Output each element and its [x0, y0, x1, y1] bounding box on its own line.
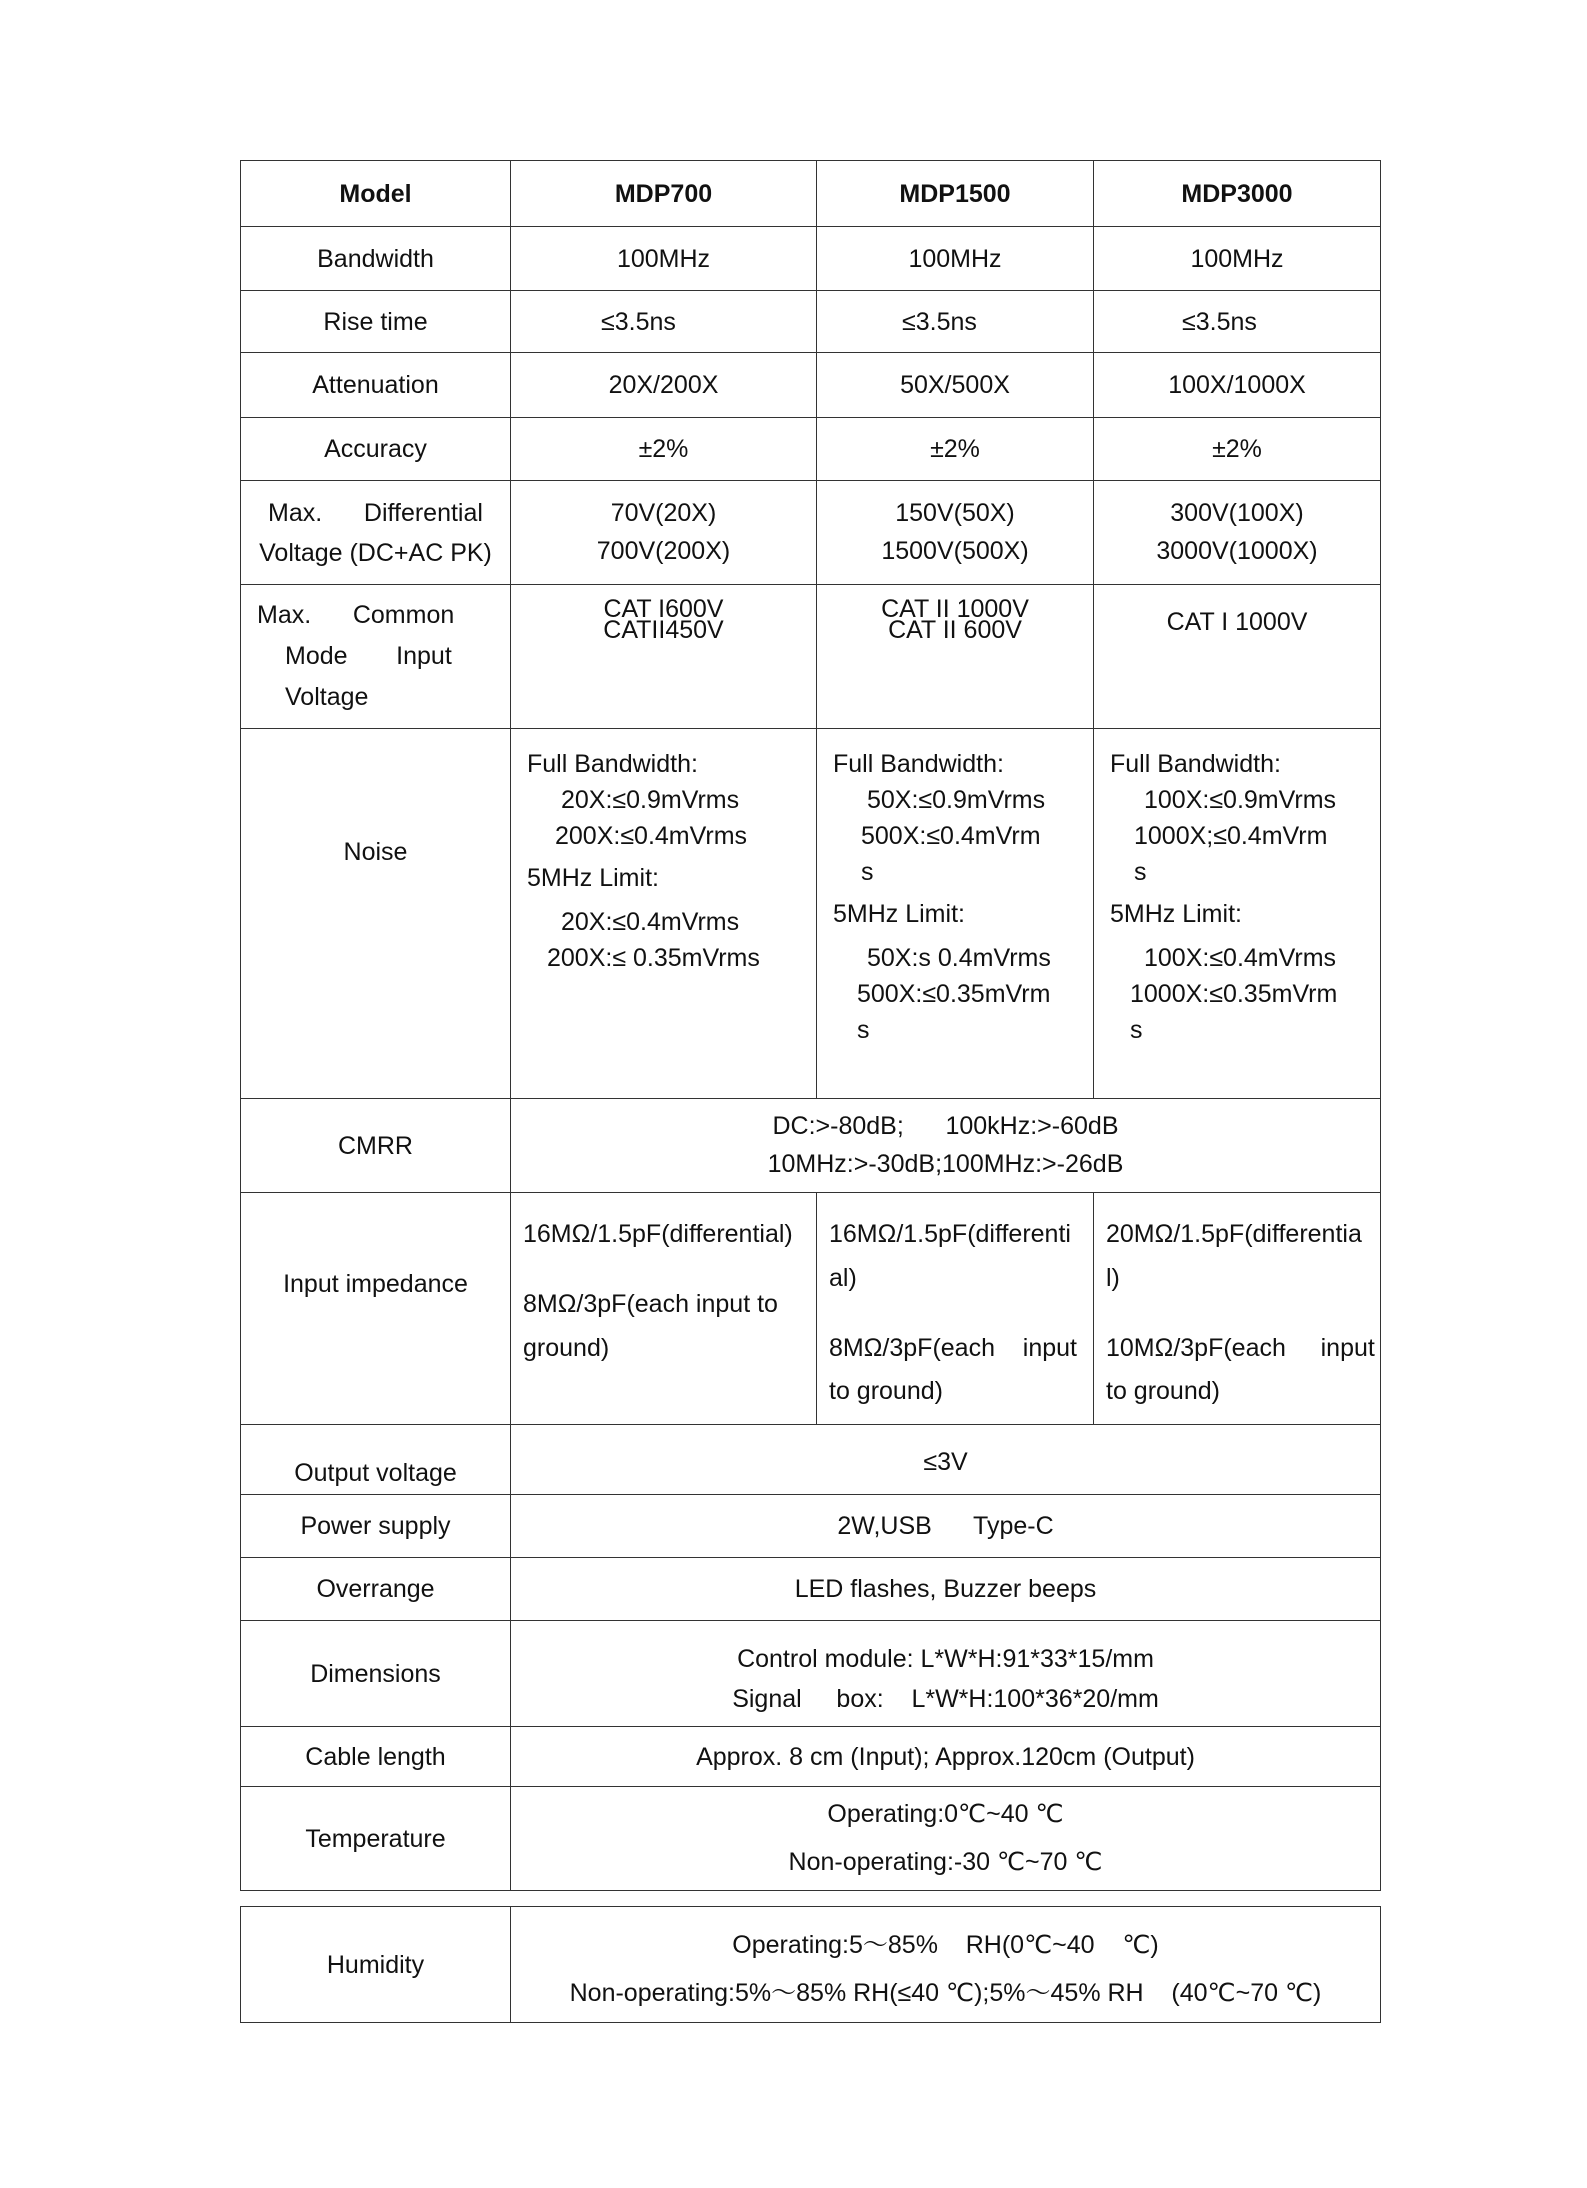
cell-attenuation-mdp3000: 100X/1000X — [1094, 353, 1381, 418]
row-bandwidth — [241, 227, 1381, 291]
value-line: 70V(20X) — [610, 499, 717, 527]
cell-max-differential-mdp1500 — [817, 481, 1094, 585]
header-mdp3000: MDP3000 — [1094, 161, 1381, 227]
noise-line: 1000X;≤0.4mVrm — [1134, 822, 1328, 850]
noise-line: 200X:≤0.4mVrms — [555, 822, 748, 850]
noise-line: Full Bandwidth: — [833, 750, 1004, 778]
temperature-line: Operating:0℃~40 ℃ — [827, 1800, 1064, 1828]
humidity-table — [240, 1906, 1381, 2023]
cell-dimensions — [511, 1621, 1381, 1727]
value-line: 300V(100X) — [1170, 499, 1304, 527]
value-line: CAT I 1000V — [1166, 608, 1308, 636]
value-line: CATII450V — [603, 616, 724, 645]
label-line: Voltage — [285, 683, 369, 712]
impedance-line: 20MΩ/1.5pF(differentia — [1106, 1220, 1362, 1248]
label-line: Max. Differential — [268, 498, 483, 527]
label-accuracy: Accuracy — [241, 418, 511, 481]
cmrr-line: DC:>-80dB; 100kHz:>-60dB — [772, 1112, 1119, 1140]
value-line: 1500V(500X) — [881, 536, 1029, 565]
row-humidity — [241, 1907, 1381, 2023]
row-accuracy — [241, 418, 1381, 481]
noise-line: 5MHz Limit: — [833, 900, 965, 928]
impedance-line: 8MΩ/3pF(each input to — [523, 1289, 778, 1318]
row-overrange — [241, 1558, 1381, 1621]
label-humidity: Humidity — [241, 1907, 511, 2023]
header-row — [241, 161, 1381, 227]
cell-max-common-mode-mdp3000 — [1094, 585, 1381, 729]
impedance-line: 8MΩ/3pF(each input — [829, 1333, 1077, 1362]
label-bandwidth: Bandwidth — [241, 227, 511, 291]
row-attenuation — [241, 353, 1381, 418]
row-noise — [241, 729, 1381, 1099]
cell-humidity — [511, 1907, 1381, 2023]
cell-noise-mdp700 — [511, 729, 817, 1099]
noise-line: 50X:s 0.4mVrms — [867, 944, 1051, 972]
cell-bandwidth-mdp3000: 100MHz — [1094, 227, 1381, 291]
label-cmrr: CMRR — [241, 1099, 511, 1193]
cell-bandwidth-mdp1500: 100MHz — [817, 227, 1094, 291]
label-dimensions: Dimensions — [241, 1621, 511, 1727]
noise-line: 200X:≤ 0.35mVrms — [547, 944, 760, 972]
noise-line: 100X:≤0.4mVrms — [1144, 944, 1337, 972]
label-cable-length: Cable length — [241, 1727, 511, 1787]
cell-rise-time-mdp1500: ≤3.5ns — [817, 291, 1094, 353]
value-line: 3000V(1000X) — [1156, 536, 1318, 565]
row-cable-length — [241, 1727, 1381, 1787]
spec-table — [240, 160, 1381, 1891]
cell-max-differential-mdp3000 — [1094, 481, 1381, 585]
value-line: 150V(50X) — [895, 499, 1015, 527]
cell-power-supply: 2W,USB Type-C — [511, 1495, 1381, 1558]
cell-max-common-mode-mdp700 — [511, 585, 817, 729]
cmrr-line: 10MHz:>-30dB;100MHz:>-26dB — [767, 1149, 1124, 1178]
row-output-voltage — [241, 1425, 1381, 1495]
label-line: Max. Common — [257, 600, 455, 629]
label-line: Voltage (DC+AC PK) — [259, 538, 492, 567]
temperature-line: Non-operating:-30 ℃~70 ℃ — [788, 1847, 1103, 1876]
cell-input-impedance-mdp700 — [511, 1193, 817, 1425]
label-output-voltage: Output voltage — [241, 1425, 511, 1495]
label-max-common-mode — [241, 585, 511, 729]
cell-rise-time-mdp3000: ≤3.5ns — [1094, 291, 1381, 353]
cell-cmrr — [511, 1099, 1381, 1193]
noise-line: 500X:≤0.35mVrm — [857, 980, 1051, 1008]
label-input-impedance: Input impedance — [241, 1193, 511, 1425]
spacer — [523, 1257, 806, 1283]
label-temperature: Temperature — [241, 1787, 511, 1891]
value-line: 700V(200X) — [596, 536, 731, 565]
dimensions-line: Control module: L*W*H:91*33*15/mm — [737, 1644, 1154, 1673]
impedance-line: 10MΩ/3pF(each input — [1106, 1333, 1375, 1362]
label-attenuation: Attenuation — [241, 353, 511, 418]
noise-line: 20X:≤0.9mVrms — [561, 786, 740, 814]
label-max-differential — [241, 481, 511, 585]
cell-accuracy-mdp3000: ±2% — [1094, 418, 1381, 481]
cell-bandwidth-mdp700: 100MHz — [511, 227, 817, 291]
humidity-line: Non-operating:5%～85% RH(≤40 ℃);5%～45% RH (40℃~70 ℃) — [569, 1978, 1322, 2007]
cell-max-differential-mdp700 — [511, 481, 817, 585]
impedance-line: al) — [829, 1263, 857, 1292]
noise-line: 500X:≤0.4mVrm — [861, 822, 1041, 850]
impedance-line: ground) — [523, 1333, 610, 1362]
value-line: CAT II 600V — [888, 616, 1022, 645]
noise-line: 50X:≤0.9mVrms — [867, 786, 1046, 814]
label-noise: Noise — [241, 729, 511, 1099]
value-line: CAT II 1000V — [881, 595, 1029, 623]
cell-noise-mdp3000 — [1094, 729, 1381, 1099]
value-line: CAT I600V — [603, 595, 724, 623]
row-cmrr — [241, 1099, 1381, 1193]
row-max-common-mode — [241, 585, 1381, 729]
header-model: Model — [241, 161, 511, 227]
header-mdp700: MDP700 — [511, 161, 817, 227]
noise-line: s — [1130, 1016, 1143, 1044]
noise-line: 5MHz Limit: — [1110, 900, 1242, 928]
impedance-line: l) — [1106, 1263, 1120, 1292]
noise-line: 1000X:≤0.35mVrm — [1130, 980, 1338, 1008]
cell-max-common-mode-mdp1500 — [817, 585, 1094, 729]
row-dimensions — [241, 1621, 1381, 1727]
cell-accuracy-mdp700: ±2% — [511, 418, 817, 481]
impedance-line: to ground) — [1106, 1377, 1220, 1406]
row-rise-time — [241, 291, 1381, 353]
label-rise-time: Rise time — [241, 291, 511, 353]
spacer — [829, 1301, 1083, 1327]
cell-attenuation-mdp700: 20X/200X — [511, 353, 817, 418]
cell-accuracy-mdp1500: ±2% — [817, 418, 1094, 481]
label-power-supply: Power supply — [241, 1495, 511, 1558]
noise-line: 20X:≤0.4mVrms — [561, 908, 740, 936]
cell-cable-length: Approx. 8 cm (Input); Approx.120cm (Output) — [511, 1727, 1381, 1787]
noise-line: s — [861, 858, 874, 886]
row-power-supply — [241, 1495, 1381, 1558]
impedance-line: 16MΩ/1.5pF(differenti — [829, 1220, 1071, 1248]
cell-attenuation-mdp1500: 50X/500X — [817, 353, 1094, 418]
noise-line: Full Bandwidth: — [527, 750, 698, 778]
cell-overrange: LED flashes, Buzzer beeps — [511, 1558, 1381, 1621]
cell-noise-mdp1500 — [817, 729, 1094, 1099]
header-mdp1500: MDP1500 — [817, 161, 1094, 227]
row-max-differential — [241, 481, 1381, 585]
spacer — [1106, 1301, 1370, 1327]
noise-line: s — [1134, 858, 1147, 886]
impedance-line: 16MΩ/1.5pF(differential) — [523, 1220, 793, 1248]
cell-temperature — [511, 1787, 1381, 1891]
noise-line: s — [857, 1016, 870, 1044]
noise-line: Full Bandwidth: — [1110, 750, 1281, 778]
row-input-impedance — [241, 1193, 1381, 1425]
cell-rise-time-mdp700: ≤3.5ns — [511, 291, 817, 353]
label-overrange: Overrange — [241, 1558, 511, 1621]
impedance-line: to ground) — [829, 1377, 943, 1406]
dimensions-line: Signal box: L*W*H:100*36*20/mm — [732, 1684, 1159, 1713]
cell-output-voltage: ≤3V — [511, 1425, 1381, 1495]
cell-input-impedance-mdp1500 — [817, 1193, 1094, 1425]
noise-line: 100X:≤0.9mVrms — [1144, 786, 1337, 814]
label-line: Mode Input — [285, 641, 452, 670]
row-temperature — [241, 1787, 1381, 1891]
cell-input-impedance-mdp3000 — [1094, 1193, 1381, 1425]
humidity-line: Operating:5～85% RH(0℃~40 ℃) — [732, 1931, 1159, 1959]
noise-line: 5MHz Limit: — [527, 864, 659, 892]
